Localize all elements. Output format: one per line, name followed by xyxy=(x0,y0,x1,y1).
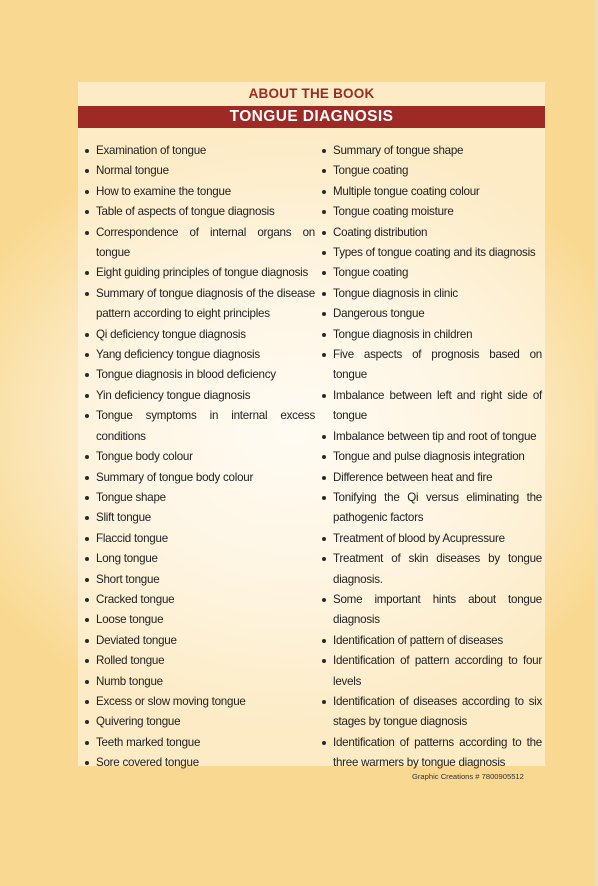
list-item-text: Identification of pattern of diseases xyxy=(333,633,503,647)
list-item xyxy=(83,468,315,488)
bullet-icon xyxy=(322,700,326,704)
contents-list-right xyxy=(320,141,542,774)
list-item xyxy=(83,672,315,692)
list-item-text: Yin deficiency tongue diagnosis xyxy=(96,388,251,402)
list-item xyxy=(320,345,542,386)
list-item-text: Tongue shape xyxy=(96,490,166,504)
list-item xyxy=(83,182,315,202)
list-item xyxy=(83,141,315,161)
list-item xyxy=(83,284,315,325)
list-item-text: Teeth marked tongue xyxy=(96,735,201,749)
bullet-icon xyxy=(85,353,89,357)
list-item-text: Summary of tongue diagnosis of the disease pattern according to eight principles xyxy=(96,286,315,321)
list-item xyxy=(320,427,542,447)
list-item-text: Sore covered tongue xyxy=(96,756,199,770)
list-item-text: Examination of tongue xyxy=(96,144,207,157)
list-item-text: Tongue coating xyxy=(333,266,409,280)
bullet-icon xyxy=(322,394,326,398)
list-item xyxy=(320,529,542,549)
bullet-icon xyxy=(85,210,89,214)
list-item-text: Tongue diagnosis in children xyxy=(333,327,473,341)
list-item-text: How to examine the tongue xyxy=(96,184,231,198)
bullet-icon xyxy=(322,271,326,275)
list-item xyxy=(320,223,542,243)
bullet-icon xyxy=(85,720,89,724)
bullet-icon xyxy=(85,700,89,704)
list-item xyxy=(83,161,315,181)
list-item xyxy=(320,202,542,222)
list-item-text: Flaccid tongue xyxy=(96,531,168,545)
list-item xyxy=(320,733,542,774)
list-item xyxy=(320,549,542,590)
list-item-text: Short tongue xyxy=(96,572,160,586)
bullet-icon xyxy=(322,639,326,643)
bullet-icon xyxy=(85,761,89,765)
list-item-text: Slift tongue xyxy=(96,511,152,525)
list-item-text: Long tongue xyxy=(96,552,158,566)
list-item-text: Some important hints about tongue diagnosis xyxy=(333,592,542,627)
list-item xyxy=(83,325,315,345)
bullet-icon xyxy=(322,210,326,214)
list-item xyxy=(83,488,315,508)
bullet-icon xyxy=(85,537,89,541)
list-item xyxy=(83,570,315,590)
bullet-icon xyxy=(322,251,326,255)
bullet-icon xyxy=(322,537,326,541)
list-item xyxy=(320,651,542,692)
list-item-text: Tongue coating xyxy=(333,164,409,178)
bullet-icon xyxy=(85,373,89,377)
bullet-icon xyxy=(85,190,89,194)
bullet-icon xyxy=(322,476,326,480)
list-item-text: Eight guiding principles of tongue diagnosis xyxy=(96,266,309,280)
bullet-icon xyxy=(85,741,89,745)
list-item xyxy=(83,529,315,549)
bullet-icon xyxy=(322,557,326,561)
list-item xyxy=(320,488,542,529)
list-item-text: Table of aspects of tongue diagnosis xyxy=(96,205,275,219)
list-item xyxy=(83,631,315,651)
list-item-text: Multiple tongue coating colour xyxy=(333,184,480,198)
bullet-icon xyxy=(322,190,326,194)
list-item xyxy=(83,223,315,264)
list-item-text: Excess or slow moving tongue xyxy=(96,694,246,708)
list-item xyxy=(83,733,315,753)
bullet-icon xyxy=(85,680,89,684)
list-item-text: Loose tongue xyxy=(96,613,164,627)
bullet-icon xyxy=(85,496,89,500)
list-item xyxy=(83,345,315,365)
list-item xyxy=(83,263,315,283)
list-item-text: Tongue diagnosis in clinic xyxy=(333,286,458,300)
list-item-text: Coating distribution xyxy=(333,225,428,239)
list-item-text: Difference between heat and fire xyxy=(333,470,493,484)
bullet-icon xyxy=(85,557,89,561)
list-item xyxy=(320,325,542,345)
list-item xyxy=(83,386,315,406)
bullet-icon xyxy=(85,598,89,602)
list-item-text: Summary of tongue shape xyxy=(333,144,464,157)
list-item xyxy=(320,182,542,202)
list-item-text: Qi deficiency tongue diagnosis xyxy=(96,327,246,341)
bullet-icon xyxy=(85,414,89,418)
list-item-text: Tongue body colour xyxy=(96,450,193,464)
about-the-book-panel xyxy=(78,82,545,770)
bullet-icon xyxy=(322,741,326,745)
list-item-text: Imbalance between tip and root of tongue xyxy=(333,429,537,443)
list-item-text: Yang deficiency tongue diagnosis xyxy=(96,348,260,362)
bullet-icon xyxy=(85,578,89,582)
list-item xyxy=(83,549,315,569)
list-item-text: Tonifying the Qi versus eliminating the pathogenic factors xyxy=(333,490,542,525)
list-item xyxy=(320,161,542,181)
list-item xyxy=(320,468,542,488)
list-item-text: Five aspects of prognosis based on tongue xyxy=(333,348,542,382)
bullet-icon xyxy=(85,231,89,235)
list-item-text: Normal tongue xyxy=(96,164,169,178)
list-item xyxy=(83,508,315,528)
list-item xyxy=(83,590,315,610)
list-item-text: Cracked tongue xyxy=(96,592,175,606)
list-item xyxy=(83,753,315,773)
bullet-icon xyxy=(322,333,326,337)
list-item xyxy=(83,365,315,385)
bullet-icon xyxy=(85,659,89,663)
list-item xyxy=(320,590,542,631)
list-item xyxy=(320,692,542,733)
bullet-icon xyxy=(322,353,326,357)
list-item xyxy=(83,712,315,732)
list-item-text: Dangerous tongue xyxy=(333,307,425,321)
bullet-icon xyxy=(85,271,89,275)
list-item-text: Identification of diseases according to six stages by tongue diagnosis xyxy=(333,694,542,729)
list-item-text: Rolled tongue xyxy=(96,654,165,668)
list-item-text: Imbalance between left and right side of tongue xyxy=(333,388,542,423)
bullet-icon xyxy=(85,639,89,643)
bullet-icon xyxy=(322,598,326,602)
bullet-icon xyxy=(85,149,89,153)
list-item-text: Correspondence of internal organs on tongue xyxy=(96,225,315,260)
printer-credit: Graphic Creations # 7800905512 xyxy=(412,772,524,781)
list-item xyxy=(83,610,315,630)
list-item xyxy=(320,631,542,651)
list-item-text: Treatment of skin diseases by tongue diagnosis. xyxy=(333,552,542,586)
section-heading: ABOUT THE BOOK xyxy=(248,86,375,101)
list-item-text: Tongue and pulse diagnosis integration xyxy=(333,450,525,464)
list-item-text: Tongue coating moisture xyxy=(333,205,454,219)
list-item xyxy=(320,447,542,467)
list-item xyxy=(83,202,315,222)
bullet-icon xyxy=(85,455,89,459)
list-item xyxy=(83,406,315,447)
bullet-icon xyxy=(322,435,326,439)
list-item-text: Identification of pattern according to four levels xyxy=(333,654,542,688)
list-item xyxy=(83,651,315,671)
list-item xyxy=(83,692,315,712)
book-title-banner: TONGUE DIAGNOSIS xyxy=(78,106,545,128)
bullet-icon xyxy=(322,231,326,235)
list-item-text: Tongue symptoms in internal excess conditions xyxy=(96,409,315,443)
list-item-text: Types of tongue coating and its diagnosis xyxy=(333,246,536,260)
bullet-icon xyxy=(322,496,326,500)
bullet-icon xyxy=(322,455,326,459)
bullet-icon xyxy=(85,618,89,622)
bullet-icon xyxy=(322,659,326,663)
list-item xyxy=(320,263,542,283)
bullet-icon xyxy=(85,292,89,296)
bullet-icon xyxy=(85,169,89,173)
list-item xyxy=(320,304,542,324)
list-item-text: Summary of tongue body colour xyxy=(96,470,254,484)
list-item xyxy=(83,447,315,467)
bullet-icon xyxy=(322,169,326,173)
bullet-icon xyxy=(85,476,89,480)
list-item-text: Treatment of blood by Acupressure xyxy=(333,531,505,545)
bullet-icon xyxy=(85,333,89,337)
list-item-text: Identification of patterns according to the three warmers by tongue diagnosis xyxy=(333,735,542,770)
list-item-text: Deviated tongue xyxy=(96,633,177,647)
list-item xyxy=(320,243,542,263)
list-item-text: Numb tongue xyxy=(96,674,163,688)
list-item-text: Quivering tongue xyxy=(96,715,181,729)
bullet-icon xyxy=(322,312,326,316)
bullet-icon xyxy=(322,149,326,153)
bullet-icon xyxy=(85,394,89,398)
list-item xyxy=(320,386,542,427)
list-item xyxy=(320,141,542,161)
bullet-icon xyxy=(322,292,326,296)
contents-list-left xyxy=(83,141,315,774)
bullet-icon xyxy=(85,516,89,520)
list-item-text: Tongue diagnosis in blood deficiency xyxy=(96,368,276,382)
list-item xyxy=(320,284,542,304)
